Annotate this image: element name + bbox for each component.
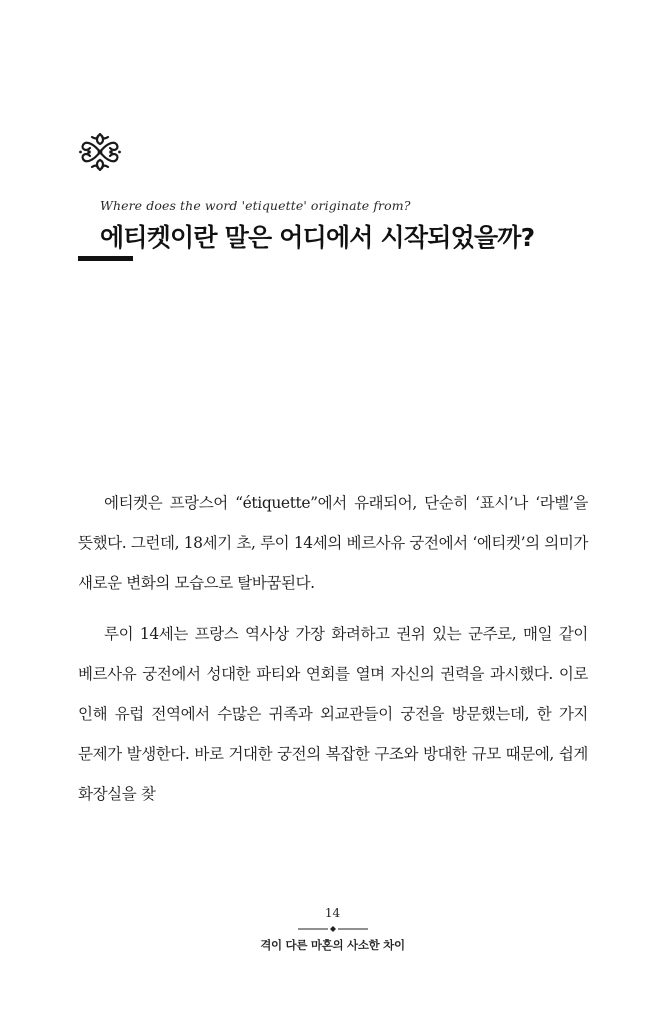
page-footer — [0, 905, 665, 953]
chapter-title: 에티켓이란 말은 어디에서 시작되었을까? — [100, 223, 535, 252]
page-number: 14 — [324, 906, 341, 920]
title-accent-bar — [78, 256, 133, 261]
running-book-title: 격이 다른 마혼의 사소한 차이 — [260, 938, 405, 952]
paragraph: 루이 14세는 프랑스 역사상 가장 화려하고 권위 있는 군주로, 매일 같이 베르사유 궁전에서 성대한 파티와 연회를 열며 자신의 권력을 과시했다. 이로 인해 유럽 전역에서 수많은 귀족과 외교관들이 궁전을 방문했는데, 한 가지 문제가 발생한다. 바로 거대한 궁전의 복잡한 구조와 방대한 규모 때문에, 쉽게 화장실을 찾 — [78, 625, 588, 803]
fleuron-ornament-svg — [78, 130, 122, 174]
paragraph: 에티켓은 프랑스어 “étiquette”에서 유래되어, 단순히 ‘표시’나 ‘라벨’을 뜻했다. 그런데, 18세기 초, 루이 14세의 베르사유 궁전에서 ‘에티켓’의 의미가 새로운 변화의 모습으로 탈바꿈된다. — [78, 494, 588, 592]
footer-divider-icon — [298, 925, 368, 933]
body-text — [78, 484, 588, 814]
fleuron-ornament-icon — [78, 130, 122, 174]
chapter-subtitle: Where does the word 'etiquette' originate from? — [100, 198, 411, 213]
